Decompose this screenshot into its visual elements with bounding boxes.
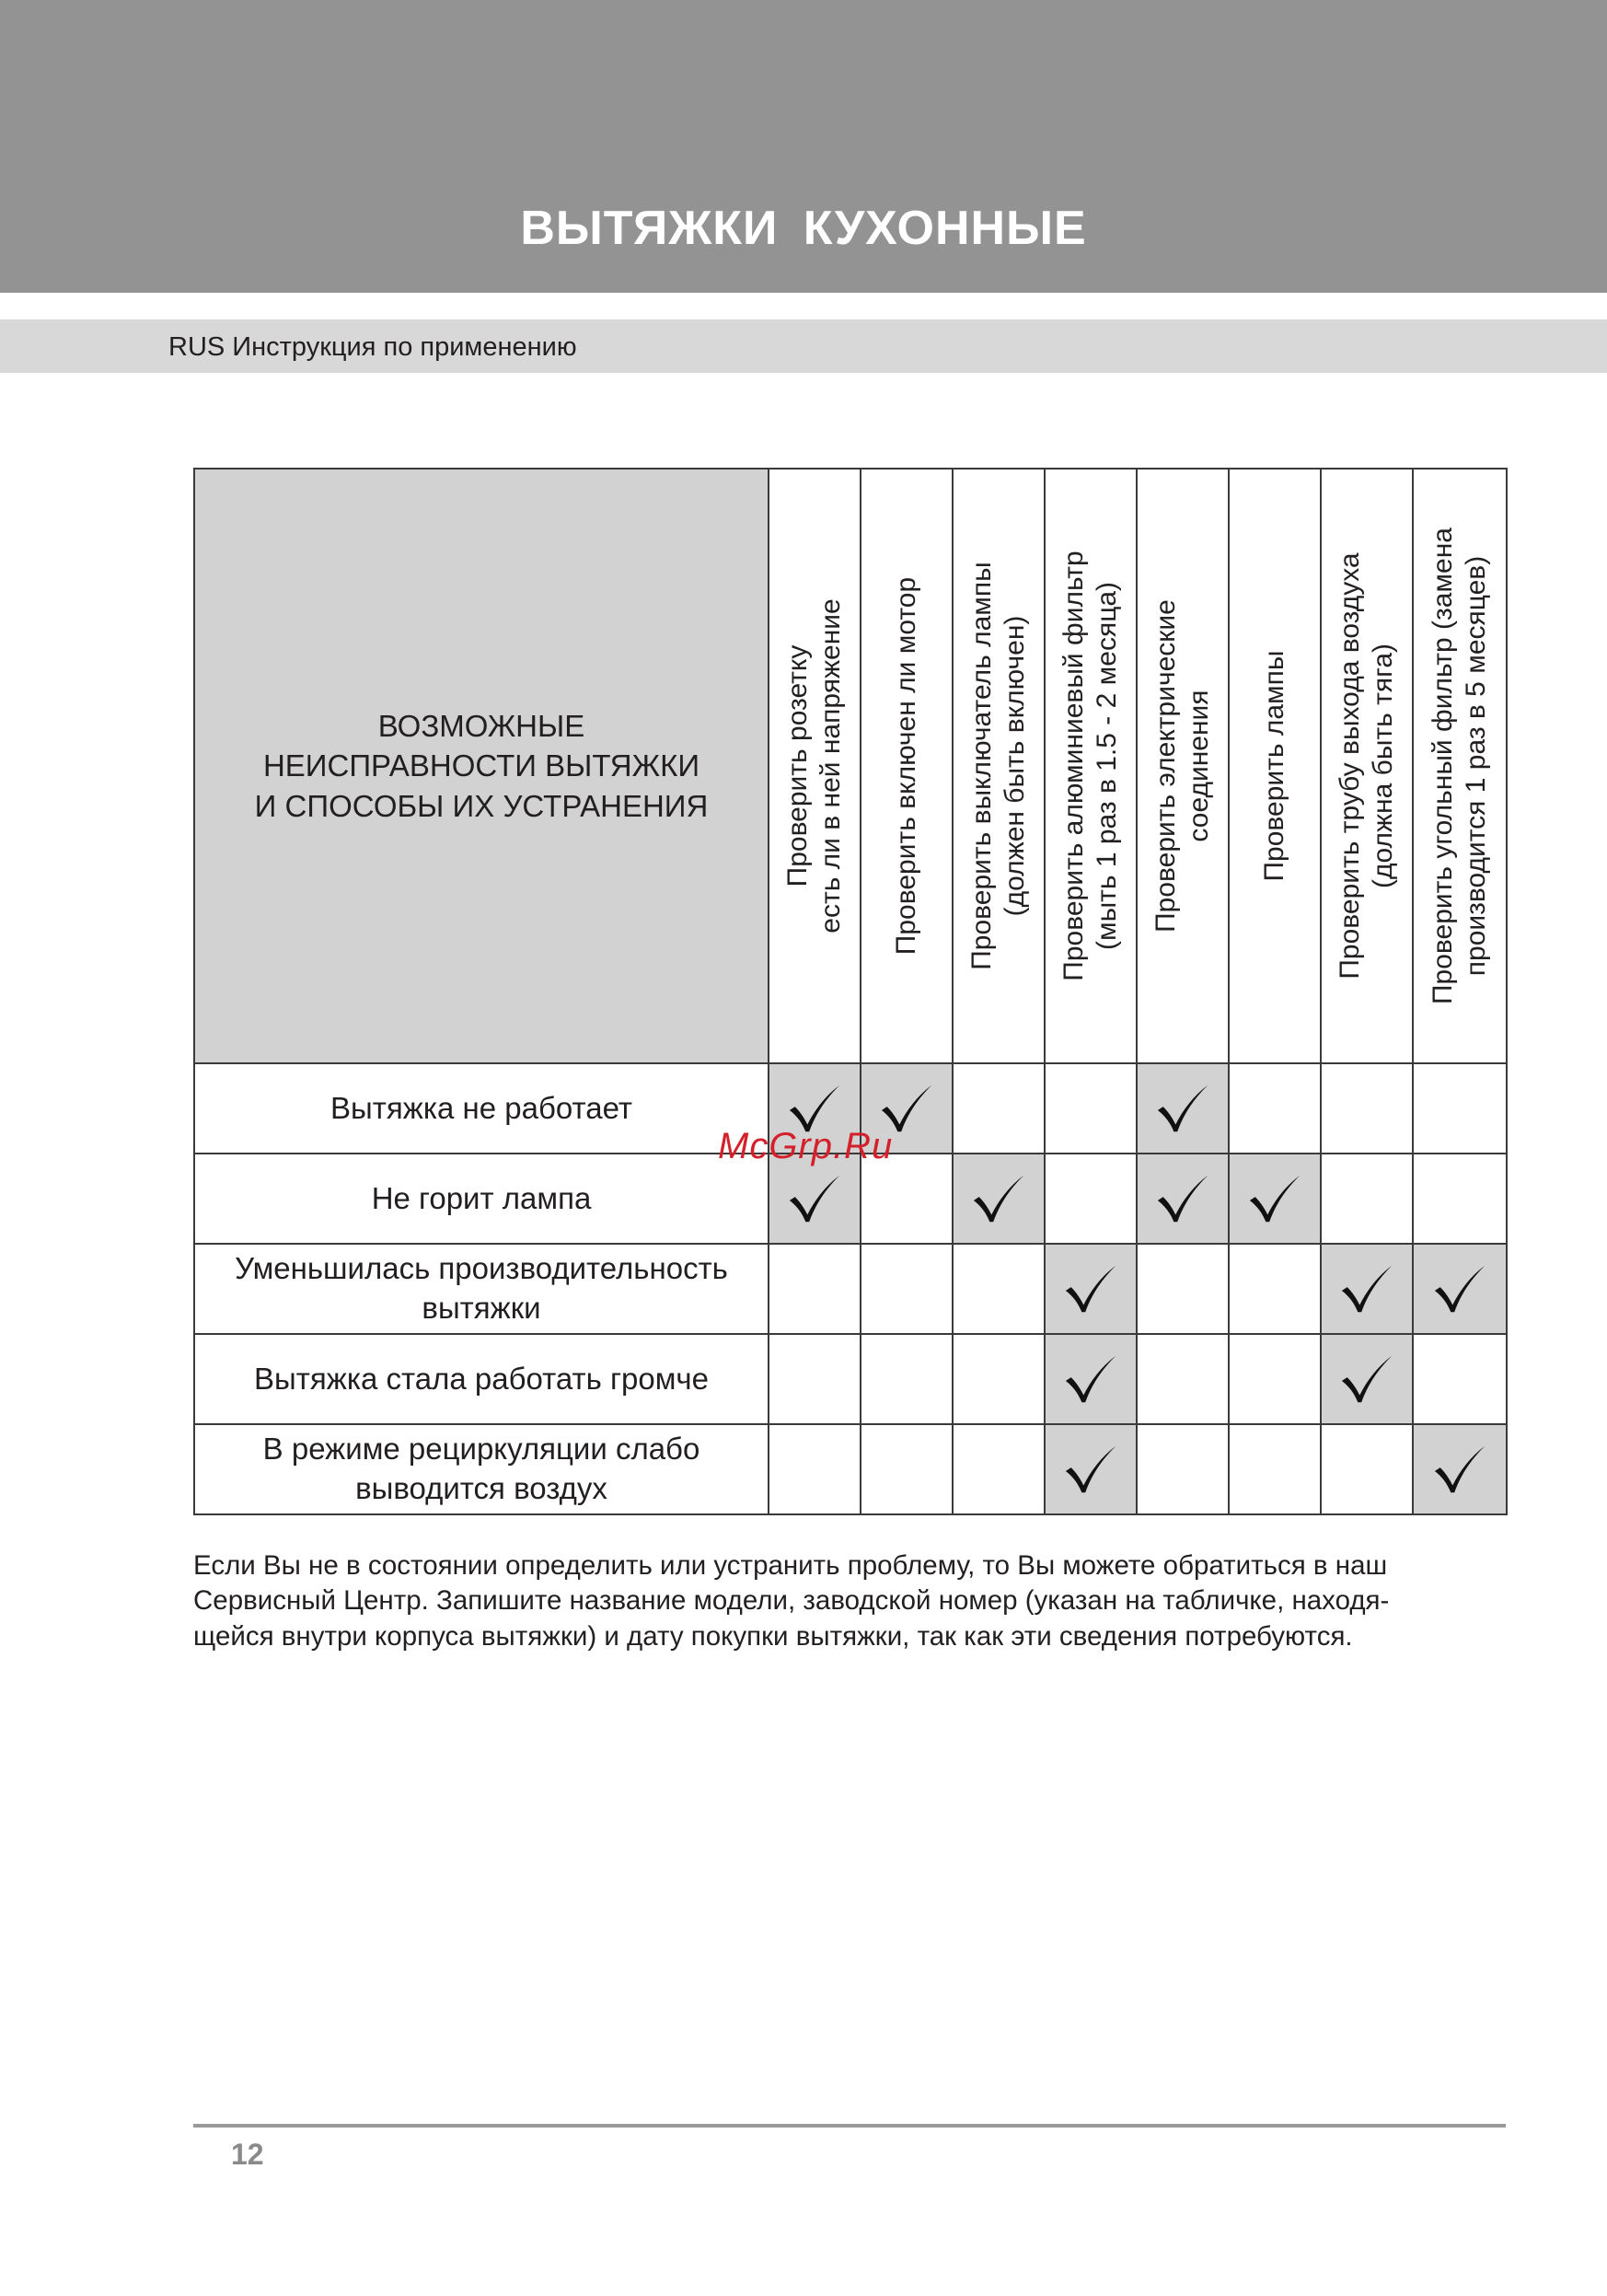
row-label-line: Не горит лампа <box>371 1180 592 1215</box>
empty-cell <box>1137 1424 1229 1514</box>
checked-cell <box>1413 1244 1507 1334</box>
column-header-line: производится 1 раз в 5 месяцев) <box>1461 555 1491 977</box>
empty-cell <box>769 1244 861 1334</box>
column-header-line: Проверить электрические <box>1150 599 1181 933</box>
note-line: щейся внутри корпуса вытяжки) и дату покупки вытяжки, так как эти сведения потребуются. <box>193 1620 1353 1652</box>
column-header <box>1321 469 1413 1063</box>
column-header-line: Проверить выключатель лампы <box>966 562 997 970</box>
column-header-line: (должен быть включен) <box>1000 615 1030 917</box>
column-header-line: (должна быть тяга) <box>1368 643 1398 889</box>
column-header <box>769 469 861 1063</box>
empty-cell <box>861 1424 953 1514</box>
table-header-row <box>194 469 1507 1063</box>
troubleshooting-table <box>193 468 1508 1515</box>
column-header-line: соединения <box>1184 690 1214 842</box>
checkmark-icon <box>1431 1261 1488 1316</box>
checked-cell <box>953 1154 1045 1244</box>
column-header-line: Проверить алюминиевый фильтр <box>1058 551 1089 981</box>
row-label <box>194 1424 769 1514</box>
title-band <box>0 0 1607 293</box>
note-line: Сервисный Центр. Запишите название модели, заводской номер (указан на табличке, находя- <box>193 1585 1390 1617</box>
empty-cell <box>1229 1424 1321 1514</box>
column-header-line: (мыть 1 раз в 1.5 - 2 месяца) <box>1092 581 1122 951</box>
row-label-line: Вытяжка стала работать громче <box>254 1361 709 1396</box>
column-header <box>1413 469 1507 1063</box>
column-header-line: Проверить включен ли мотор <box>891 576 921 956</box>
empty-cell <box>769 1424 861 1514</box>
column-header-line: Проверить угольный фильтр (замена <box>1428 528 1458 1005</box>
column-header-line: Проверить лампы <box>1259 650 1289 882</box>
checked-cell <box>1321 1244 1413 1334</box>
column-header <box>953 469 1045 1063</box>
checked-cell <box>1229 1154 1321 1244</box>
empty-cell <box>1045 1154 1137 1244</box>
checked-cell <box>1321 1334 1413 1424</box>
table-row <box>194 1424 1507 1514</box>
checkmark-icon <box>1062 1351 1119 1407</box>
checkmark-icon <box>1431 1442 1488 1497</box>
row-label <box>194 1244 769 1334</box>
empty-cell <box>1413 1154 1507 1244</box>
row-label <box>194 1063 769 1154</box>
checkmark-icon <box>1062 1442 1119 1497</box>
checked-cell <box>1045 1424 1137 1514</box>
row-label-line: выводится воздух <box>355 1471 607 1505</box>
page-title: ВЫТЯЖКИ КУХОННЫЕ <box>520 202 1087 255</box>
corner-line: И СПОСОБЫ ИХ УСТРАНЕНИЯ <box>254 788 709 823</box>
checked-cell <box>1413 1424 1507 1514</box>
column-header <box>1229 469 1321 1063</box>
table-row <box>194 1244 1507 1334</box>
row-label <box>194 1154 769 1244</box>
row-label <box>194 1334 769 1424</box>
empty-cell <box>1413 1063 1507 1154</box>
table-corner-header <box>194 469 769 1063</box>
empty-cell <box>769 1334 861 1424</box>
watermark: McGrp.Ru <box>718 1126 894 1166</box>
row-label-line: В режиме рециркуляции слабо <box>262 1432 700 1467</box>
empty-cell <box>953 1334 1045 1424</box>
empty-cell <box>1413 1334 1507 1424</box>
empty-cell <box>953 1424 1045 1514</box>
empty-cell <box>1229 1334 1321 1424</box>
column-header-line: Проверить розетку <box>782 644 813 887</box>
corner-line: ВОЗМОЖНЫЕ <box>377 708 585 743</box>
checkmark-icon <box>1338 1261 1395 1316</box>
empty-cell <box>1321 1424 1413 1514</box>
document-subtitle: RUS Инструкция по применению <box>168 332 577 362</box>
empty-cell <box>1229 1244 1321 1334</box>
empty-cell <box>1321 1063 1413 1154</box>
checked-cell <box>1137 1154 1229 1244</box>
column-header <box>1045 469 1137 1063</box>
empty-cell <box>1229 1063 1321 1154</box>
checkmark-icon <box>1154 1081 1211 1136</box>
checkmark-icon <box>1246 1171 1303 1226</box>
empty-cell <box>953 1063 1045 1154</box>
empty-cell <box>1321 1154 1413 1244</box>
column-header <box>861 469 953 1063</box>
checked-cell <box>1045 1244 1137 1334</box>
checkmark-icon <box>1062 1261 1119 1316</box>
table-row <box>194 1334 1507 1424</box>
row-label-line: Вытяжка не работает <box>330 1090 632 1125</box>
empty-cell <box>1137 1334 1229 1424</box>
page-number: 12 <box>231 2138 264 2171</box>
column-header-line: Проверить трубу выхода воздуха <box>1335 552 1365 980</box>
service-note <box>193 1548 1509 1654</box>
empty-cell <box>1045 1063 1137 1154</box>
column-header-line: есть ли в ней напряжение <box>815 598 846 933</box>
checkmark-icon <box>1154 1171 1211 1226</box>
note-line: Если Вы не в состоянии определить или устранить проблему, то Вы можете обратиться в наш <box>193 1550 1388 1581</box>
checked-cell <box>1137 1063 1229 1154</box>
checkmark-icon <box>1338 1351 1395 1407</box>
empty-cell <box>1137 1244 1229 1334</box>
row-label-line: вытяжки <box>422 1291 541 1325</box>
empty-cell <box>861 1334 953 1424</box>
checked-cell <box>1045 1334 1137 1424</box>
empty-cell <box>953 1244 1045 1334</box>
subtitle-band <box>0 319 1607 373</box>
checkmark-icon <box>786 1171 843 1226</box>
empty-cell <box>861 1244 953 1334</box>
corner-line: НЕИСПРАВНОСТИ ВЫТЯЖКИ <box>262 748 700 783</box>
row-label-line: Уменьшилась производительность <box>235 1251 728 1286</box>
footer-divider <box>193 2124 1506 2128</box>
checkmark-icon <box>970 1171 1027 1226</box>
column-header <box>1137 469 1229 1063</box>
